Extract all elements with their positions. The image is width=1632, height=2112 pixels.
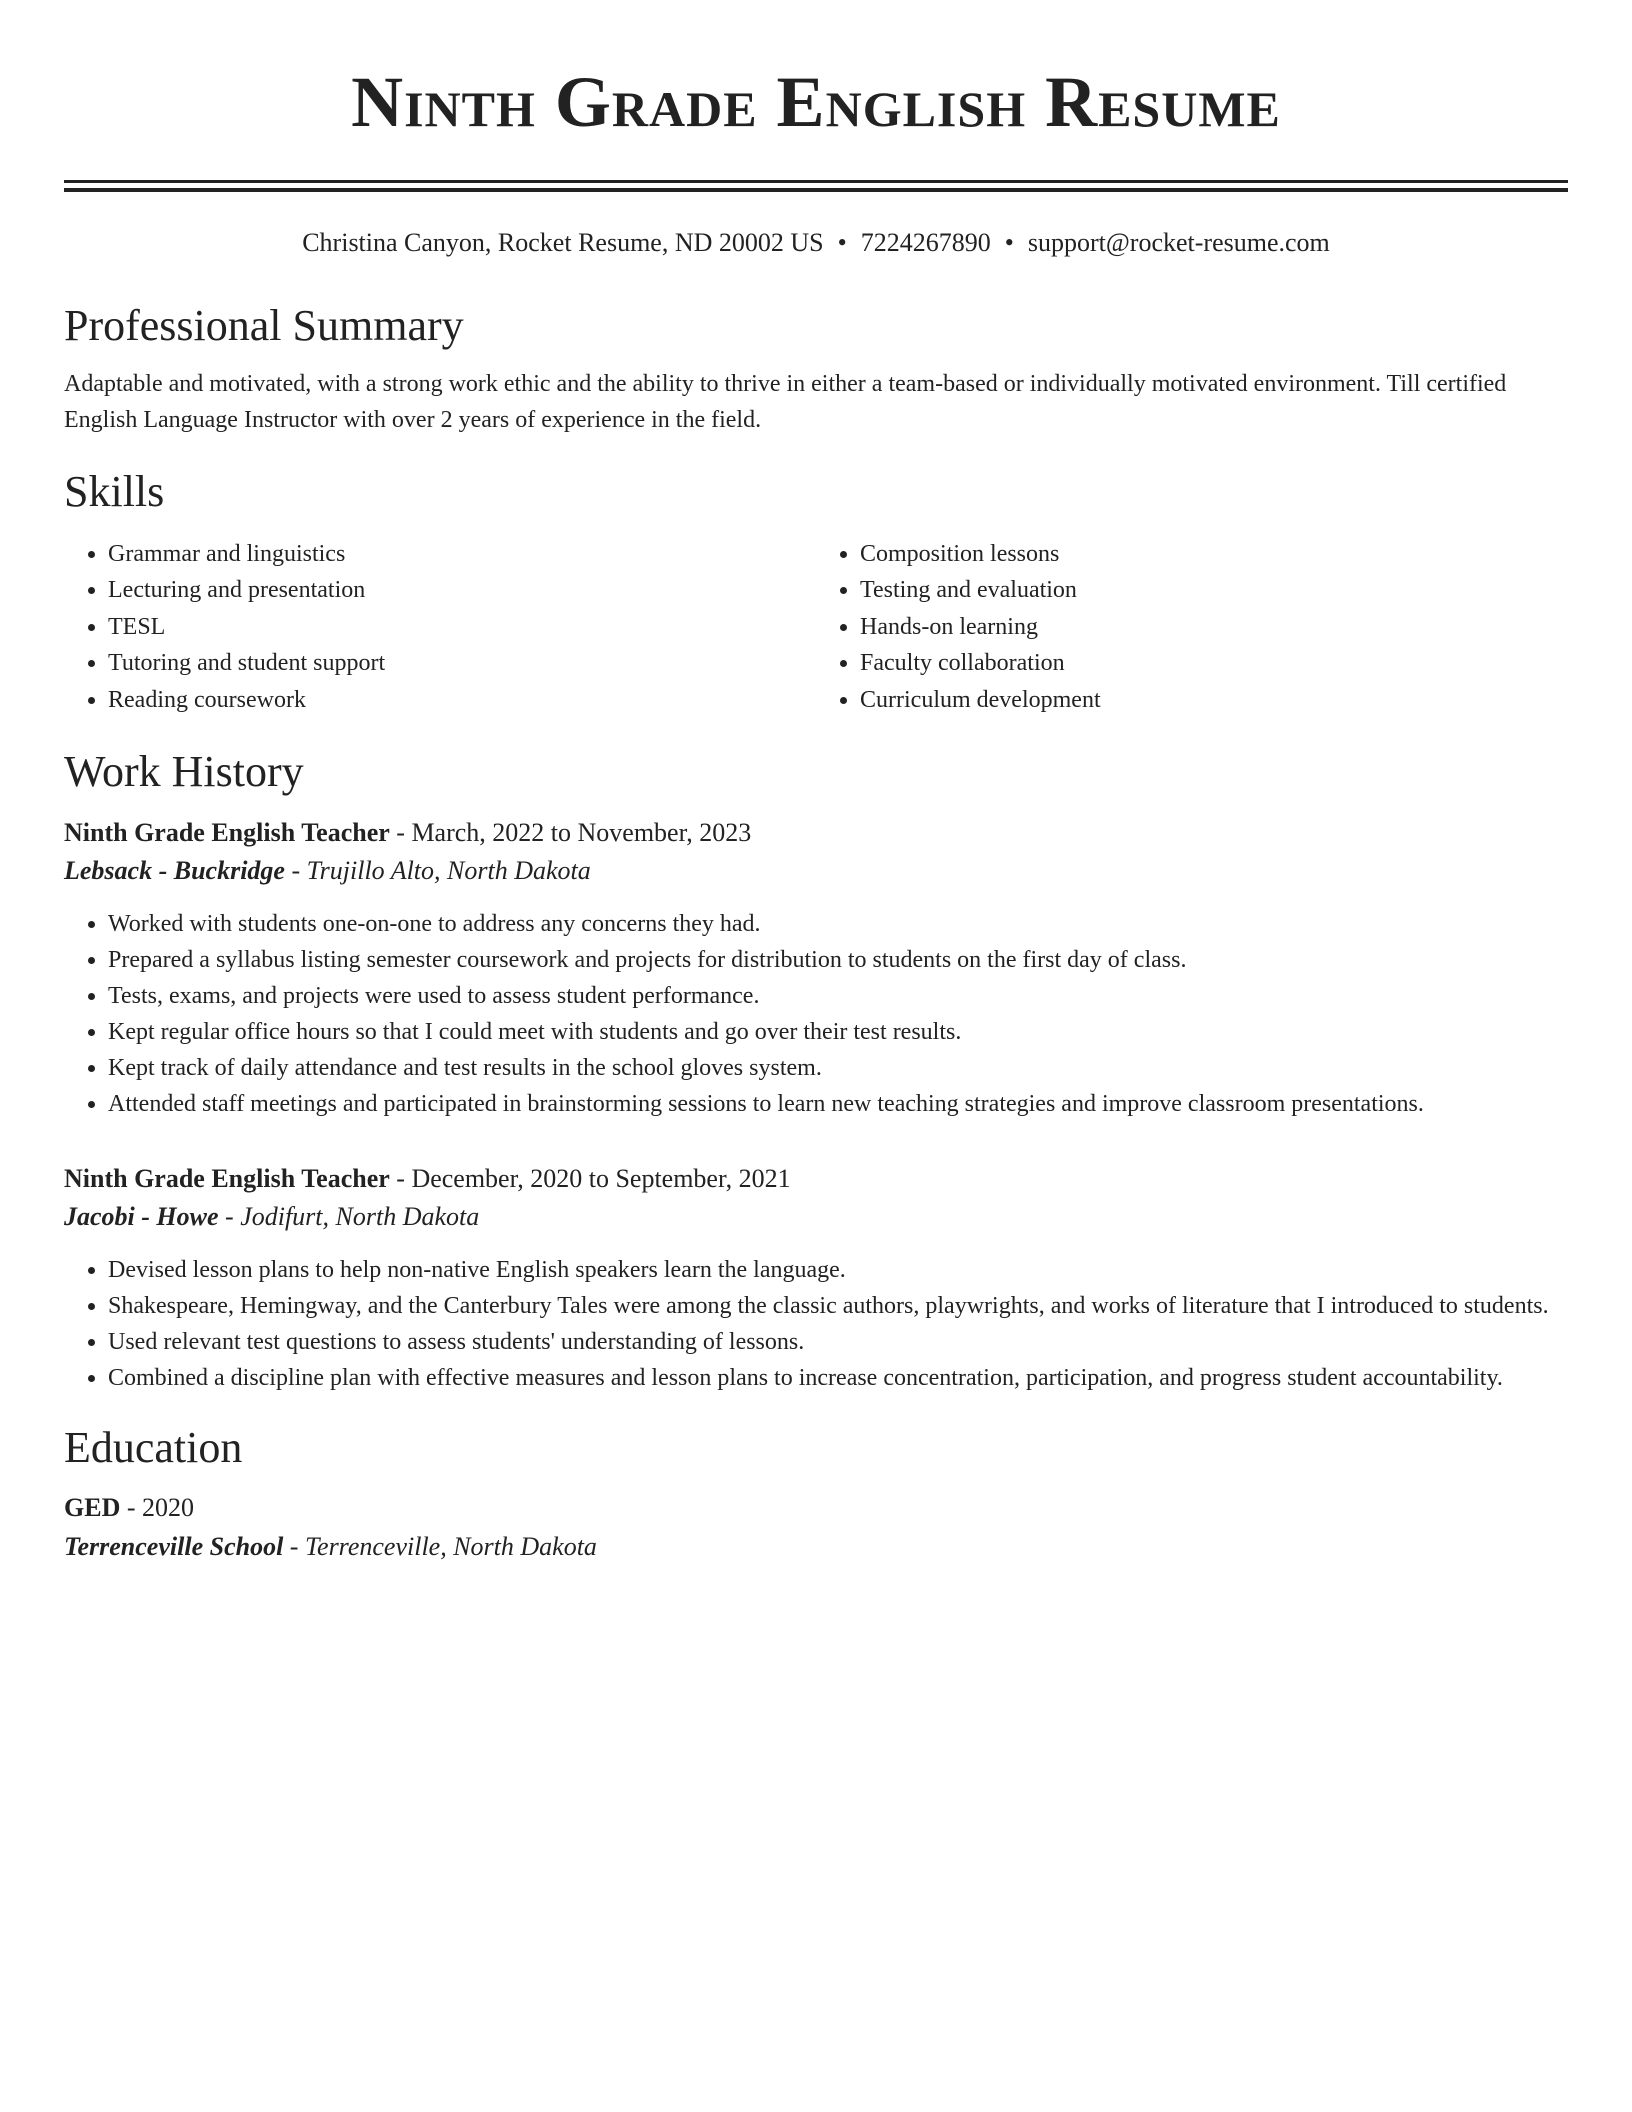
education-degree: GED	[64, 1493, 121, 1523]
job-header	[64, 1160, 1568, 1198]
job-entry	[64, 1160, 1568, 1396]
job-duty: • Prepared a syllabus listing semester coursework and projects for distribution to students on the first day of class.	[108, 942, 1568, 978]
job-duty: • Kept regular office hours so that I could meet with students and go over their test results.	[108, 1014, 1568, 1050]
education-year: - 2020	[120, 1493, 195, 1523]
work-history-heading: Work History	[64, 747, 304, 797]
education-location: - Terrenceville, North Dakota	[283, 1532, 597, 1562]
job-duty: • Kept track of daily attendance and test results in the school gloves system.	[108, 1050, 1568, 1086]
job-duties	[64, 906, 1568, 1122]
job-title: Ninth Grade English Teacher	[64, 818, 390, 848]
job-duty: • Worked with students one-on-one to address any concerns they had.	[108, 906, 1568, 942]
contact-email[interactable]: support@rocket-resume.com	[1027, 228, 1330, 257]
skill-item: • TESL	[108, 609, 816, 645]
summary-text: Adaptable and motivated, with a strong work ethic and the ability to thrive in either a team-based or individually motivated environment. Till certified English Language Instructor with over 2 years of experience in the field.	[64, 371, 1507, 433]
skill-item: • Reading coursework	[108, 682, 816, 718]
skill-item: • Tutoring and student support	[108, 645, 816, 681]
education-school-line	[64, 1528, 1568, 1566]
job-duty: • Combined a discipline plan with effective measures and lesson plans to increase concentration, participation, and progress student accountability.	[108, 1360, 1568, 1396]
job-duty: • Tests, exams, and projects were used to assess student performance.	[108, 978, 1568, 1014]
job-employer	[64, 1198, 1568, 1236]
skill-item: • Faculty collaboration	[860, 645, 1568, 681]
contact-separator: •	[1004, 228, 1014, 257]
job-duty: • Attended staff meetings and participated in brainstorming sessions to learn new teaching strategies and improve classroom presentations.	[108, 1086, 1568, 1122]
job-header	[64, 814, 1568, 852]
summary-heading: Professional Summary	[64, 301, 464, 350]
skill-item: • Lecturing and presentation	[108, 572, 816, 608]
job-entry	[64, 814, 1568, 1122]
skill-item: • Testing and evaluation	[860, 572, 1568, 608]
job-dates: - March, 2022 to November, 2023	[389, 818, 752, 848]
resume-title: Ninth Grade English Resume	[351, 62, 1281, 142]
skill-item: • Composition lessons	[860, 536, 1568, 572]
skills-heading: Skills	[64, 467, 165, 516]
contact-phone: 7224267890	[860, 228, 991, 257]
job-location: - Trujillo Alto, North Dakota	[284, 856, 591, 886]
title-divider	[64, 180, 1568, 192]
skills-column-left	[64, 536, 816, 718]
job-duty: • Shakespeare, Hemingway, and the Canterbury Tales were among the classic authors, playwrights, and works of literature that I introduced to students.	[108, 1288, 1568, 1324]
education-school: Terrenceville School	[64, 1532, 284, 1562]
education-heading: Education	[64, 1423, 243, 1473]
job-company: Lebsack - Buckridge	[64, 856, 285, 886]
job-title: Ninth Grade English Teacher	[64, 1164, 390, 1194]
job-company: Jacobi - Howe	[64, 1202, 219, 1232]
contact-separator: •	[837, 228, 847, 257]
job-duties	[64, 1252, 1568, 1396]
contact-address: Christina Canyon, Rocket Resume, ND 20002 US	[302, 228, 824, 257]
skills-column-right	[816, 536, 1568, 718]
education-degree-line	[64, 1488, 1568, 1528]
job-duty: • Used relevant test questions to assess students' understanding of lessons.	[108, 1324, 1568, 1360]
skills-list	[64, 536, 1568, 718]
skill-item: • Grammar and linguistics	[108, 536, 816, 572]
skill-item: • Hands-on learning	[860, 609, 1568, 645]
skill-item: • Curriculum development	[860, 682, 1568, 718]
contact-line	[64, 226, 1568, 260]
job-location: - Jodifurt, North Dakota	[218, 1202, 480, 1232]
job-employer	[64, 852, 1568, 890]
job-dates: - December, 2020 to September, 2021	[389, 1164, 791, 1194]
job-duty: • Devised lesson plans to help non-native English speakers learn the language.	[108, 1252, 1568, 1288]
